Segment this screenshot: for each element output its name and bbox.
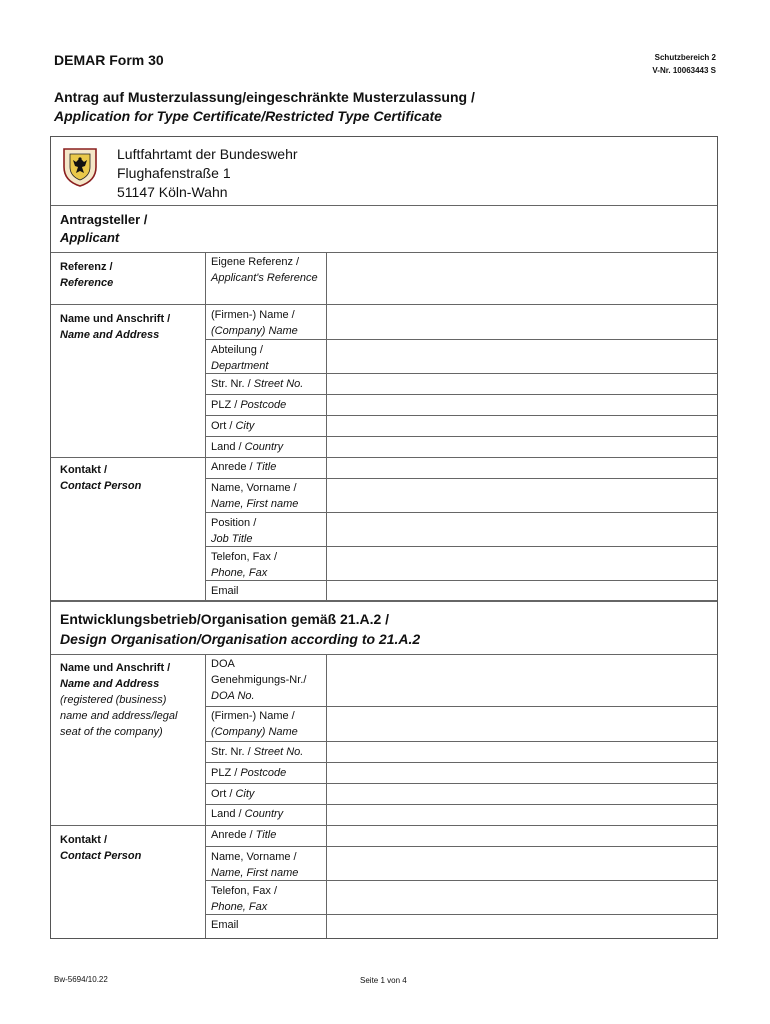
design-title-de: Entwicklungsbetrieb/Organisation gemäß 21.A.2 / <box>60 611 390 627</box>
field-country <box>211 439 327 455</box>
field-label-de: Str. Nr. / <box>211 378 254 390</box>
field-label-de: Ort / <box>211 420 236 432</box>
field-position <box>211 515 327 547</box>
group-label-en: Contact Person <box>60 480 142 492</box>
field-do-street <box>211 744 327 760</box>
field-label-de: (Firmen-) Name / <box>211 309 295 321</box>
field-label-en: DOA No. <box>211 690 255 702</box>
input-do-city[interactable] <box>327 784 717 804</box>
page-number: Seite 1 von 4 <box>360 976 407 985</box>
field-label-en: Street No. <box>253 746 304 758</box>
field-label-de: Telefon, Fax / <box>211 885 278 897</box>
group-contact <box>60 462 141 494</box>
field-label-de: Anrede / <box>211 829 256 841</box>
field-own-reference <box>211 254 327 286</box>
field-label-de: Anrede / <box>211 461 256 473</box>
field-label-de: Land / <box>211 441 245 453</box>
field-label-de: PLZ / <box>211 767 241 779</box>
input-city[interactable] <box>327 416 717 436</box>
field-postcode <box>211 397 327 413</box>
authority-name: Luftfahrtamt der Bundeswehr <box>117 146 298 162</box>
field-label-de: Abteilung / <box>211 344 263 356</box>
field-label-de: PLZ / <box>211 399 241 411</box>
input-street[interactable] <box>327 374 717 394</box>
field-label-en: Country <box>244 441 284 453</box>
group-label-en: Reference <box>60 277 114 289</box>
field-label-en: City <box>235 788 255 800</box>
field-do-email <box>211 917 327 933</box>
authority-address <box>117 145 298 202</box>
input-do-name[interactable] <box>327 847 717 880</box>
field-label-en: Applicant's Reference <box>211 272 318 284</box>
applicant-title-en: Applicant <box>60 230 120 245</box>
field-label-en: Postcode <box>240 767 287 779</box>
applicant-title-de: Antragsteller / <box>60 212 148 227</box>
field-label-en: City <box>235 420 255 432</box>
group-do-name-address <box>60 660 177 740</box>
field-label-en: (Company) Name <box>211 325 298 337</box>
field-label-en: Phone, Fax <box>211 901 268 913</box>
input-company-name[interactable] <box>327 305 717 339</box>
document-title <box>54 88 475 126</box>
input-title[interactable] <box>327 458 717 478</box>
group-label-de: Name und Anschrift / <box>60 662 171 674</box>
group-label-en: Contact Person <box>60 850 142 862</box>
field-label-de: Name, Vorname / <box>211 851 297 863</box>
input-do-title[interactable] <box>327 826 717 846</box>
field-label-de: Str. Nr. / <box>211 746 254 758</box>
design-org-section-title <box>60 609 420 649</box>
application-form-table <box>50 136 718 939</box>
field-label-en: Country <box>244 808 284 820</box>
field-do-title <box>211 827 327 843</box>
field-label-en: Name, First name <box>211 498 299 510</box>
title-english: Application for Type Certificate/Restricted Type Certificate <box>54 108 442 124</box>
field-label-de: Eigene Referenz / <box>211 256 300 268</box>
bundeswehr-seal-icon <box>62 145 98 187</box>
group-do-contact <box>60 832 141 864</box>
group-note: name and address/legal <box>60 710 178 722</box>
group-label-de: Name und Anschrift / <box>60 313 171 325</box>
field-label-de: Land / <box>211 808 245 820</box>
field-phone <box>211 549 327 581</box>
field-label-de: (Firmen-) Name / <box>211 710 295 722</box>
authority-city: 51147 Köln-Wahn <box>117 184 228 200</box>
input-do-street[interactable] <box>327 742 717 762</box>
input-do-company-name[interactable] <box>327 707 717 741</box>
group-label-de: Kontakt / <box>60 464 108 476</box>
input-country[interactable] <box>327 437 717 457</box>
field-label-en: Postcode <box>240 399 287 411</box>
field-label-en: Job Title <box>211 533 253 545</box>
field-label-en: (Company) Name <box>211 726 298 738</box>
input-do-postcode[interactable] <box>327 763 717 783</box>
group-note: seat of the company) <box>60 726 163 738</box>
classification-label: Schutzbereich 2 <box>654 53 716 62</box>
form-number: DEMAR Form 30 <box>54 52 164 68</box>
field-label-en: Phone, Fax <box>211 567 268 579</box>
field-label-de: Telefon, Fax / <box>211 551 278 563</box>
field-doa-number <box>211 656 327 704</box>
field-label-de: Ort / <box>211 788 236 800</box>
field-label: Email <box>211 919 239 931</box>
document-code: Bw-5694/10.22 <box>54 975 108 984</box>
design-title-en: Design Organisation/Organisation according to 21.A.2 <box>60 631 421 647</box>
field-label-en: Department <box>211 360 269 372</box>
field-do-postcode <box>211 765 327 781</box>
input-do-email[interactable] <box>327 915 717 938</box>
field-department <box>211 342 327 374</box>
group-note: (registered (business) <box>60 694 167 706</box>
field-label-en: Title <box>255 461 277 473</box>
field-label-en: Street No. <box>253 378 304 390</box>
field-street <box>211 376 327 392</box>
field-label-en: Title <box>255 829 277 841</box>
input-name[interactable] <box>327 479 717 512</box>
divider <box>51 205 717 206</box>
reference-number: V-Nr. 10063443 S <box>652 66 716 75</box>
authority-street: Flughafenstraße 1 <box>117 165 231 181</box>
field-title <box>211 459 327 475</box>
field-company-name <box>211 307 327 339</box>
input-do-country[interactable] <box>327 805 717 825</box>
field-do-name <box>211 849 327 881</box>
input-position[interactable] <box>327 513 717 546</box>
input-do-phone[interactable] <box>327 881 717 914</box>
field-email <box>211 583 327 599</box>
field-label-de: DOA <box>211 658 235 670</box>
group-label-en: Name and Address <box>60 329 160 341</box>
field-label-en: Name, First name <box>211 867 299 879</box>
group-label-de: Kontakt / <box>60 834 108 846</box>
field-label: Email <box>211 585 239 597</box>
field-label-de: Name, Vorname / <box>211 482 297 494</box>
field-city <box>211 418 327 434</box>
input-doa-number[interactable] <box>327 655 717 706</box>
field-do-city <box>211 786 327 802</box>
field-name <box>211 480 327 512</box>
input-own-reference[interactable] <box>327 253 717 304</box>
field-label-de: Position / <box>211 517 257 529</box>
field-label-de: Genehmigungs-Nr./ <box>211 674 307 686</box>
group-label-de: Referenz / <box>60 261 113 273</box>
field-do-phone <box>211 883 327 915</box>
divider <box>51 600 717 602</box>
input-department[interactable] <box>327 340 717 373</box>
title-german: Antrag auf Musterzulassung/eingeschränkte Musterzulassung / <box>54 89 475 105</box>
group-name-address <box>60 311 170 343</box>
field-do-country <box>211 806 327 822</box>
input-email[interactable] <box>327 581 717 600</box>
input-phone[interactable] <box>327 547 717 580</box>
input-postcode[interactable] <box>327 395 717 415</box>
column-divider <box>205 654 206 938</box>
applicant-section-title <box>60 211 147 247</box>
classification-block <box>652 51 716 77</box>
group-label-en: Name and Address <box>60 678 160 690</box>
group-reference <box>60 259 113 291</box>
field-do-company-name <box>211 708 327 740</box>
